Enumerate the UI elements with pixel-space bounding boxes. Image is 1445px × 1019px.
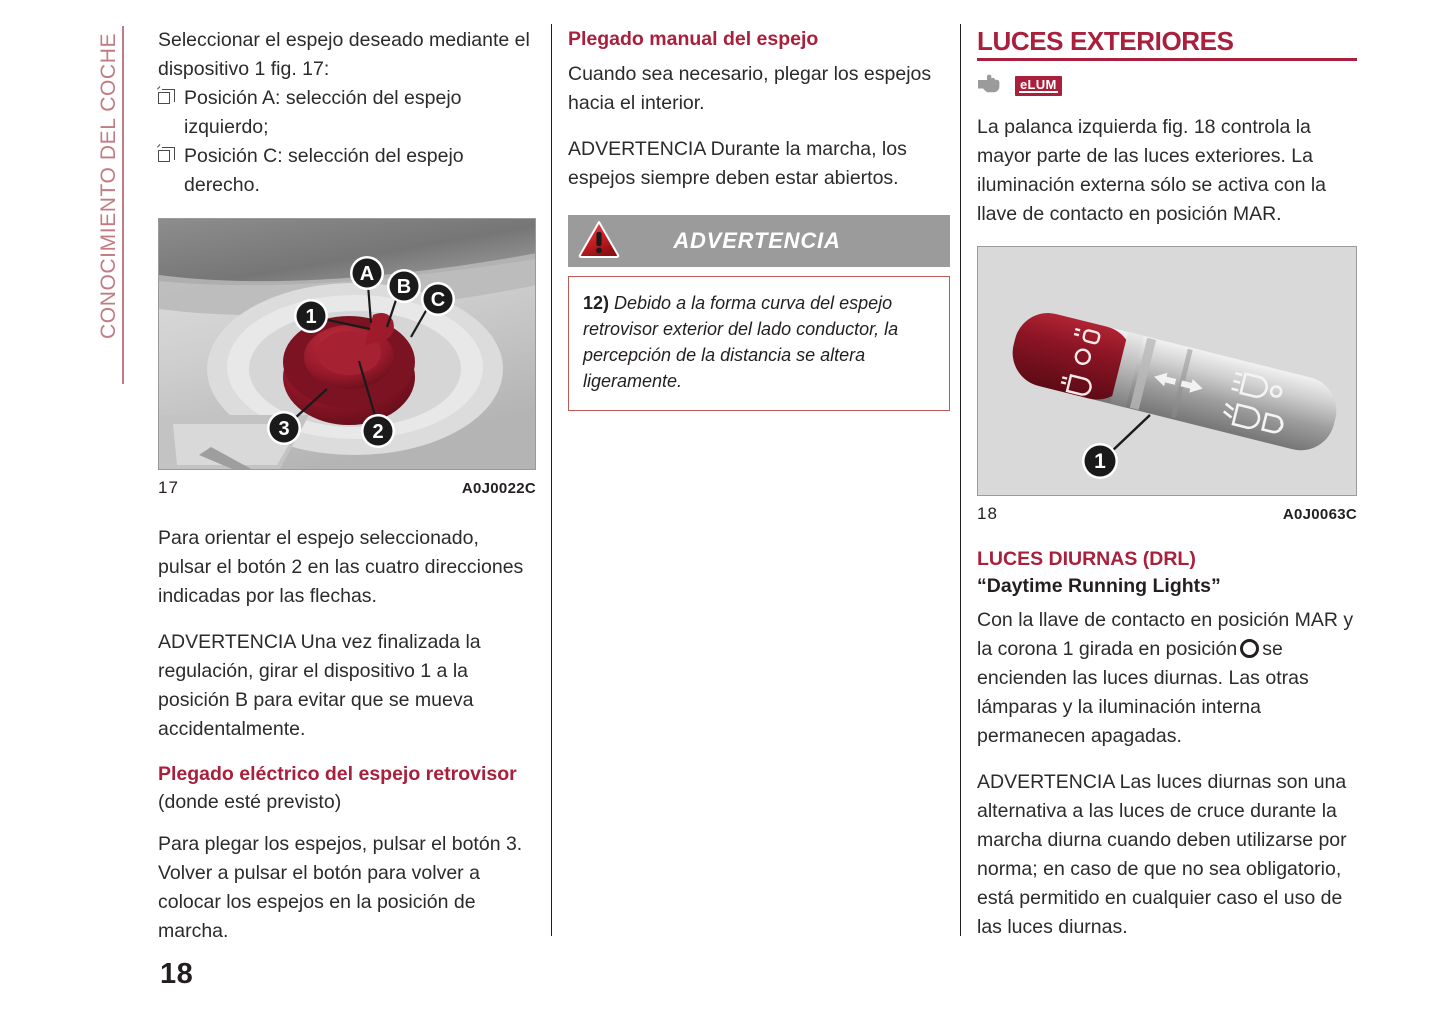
- pointing-hand-icon: [977, 72, 1007, 99]
- advertencia-marcha-text: ADVERTENCIA Durante la marcha, los espejos siempre deben estar abiertos.: [568, 138, 907, 189]
- list-item: [158, 84, 536, 142]
- warning-header: [568, 215, 950, 267]
- figure-18-caption: [977, 504, 1357, 524]
- mirror-position-list: [158, 84, 536, 200]
- warning-block: [568, 215, 950, 411]
- exterior-lights-text: La palanca izquierda fig. 18 controla la mayor parte de las luces exteriores. La iluminación externa sólo se activa con la llave de contacto en posición MAR.: [977, 115, 1327, 225]
- column-middle: [568, 26, 950, 411]
- advertencia-regulacion-text: ADVERTENCIA Una vez finalizada la regulación, girar el dispositivo 1 a la posición B para evitar que se mueva accidentalmente.: [158, 631, 481, 740]
- drl-heading-red: LUCES DIURNAS (DRL): [977, 547, 1196, 570]
- mirror-intro-text: Seleccionar el espejo deseado mediante el dispositivo 1 fig. 17:: [158, 29, 530, 80]
- drl-advertencia-text: ADVERTENCIA Las luces diurnas son una alternativa a las luces de cruce durante la marcha diurna cuando deben utilizarse por norma; en caso de que no sea obligatorio, está permitido en cualquier caso el uso de las luces diurnas.: [977, 770, 1347, 938]
- list-item: [158, 142, 536, 200]
- figure-17-caption: [158, 478, 536, 498]
- elum-reference-row: [977, 71, 1357, 101]
- drl-heading-black: “Daytime Running Lights”: [977, 574, 1221, 597]
- figure-17-code: A0J0022C: [461, 480, 536, 497]
- figure-18: [977, 246, 1357, 524]
- list-item-label: Posición C: selección del espejo derecho.: [184, 145, 464, 196]
- figure-18-image: [977, 246, 1357, 496]
- figure-18-code: A0J0063C: [1282, 505, 1357, 523]
- manual-folding-text: Cuando sea necesario, plegar los espejos hacia el interior.: [568, 63, 932, 114]
- svg-text:1: 1: [1094, 449, 1106, 473]
- svg-text:1: 1: [305, 306, 317, 328]
- electric-folding-heading: Plegado eléctrico del espejo retrovisor: [158, 763, 517, 785]
- figure-17: [158, 218, 536, 498]
- cube-bullet-icon: [158, 150, 170, 162]
- figure-17-image: [158, 218, 536, 470]
- svg-text:C: C: [430, 289, 446, 311]
- warning-triangle-icon: [578, 219, 620, 264]
- list-item-label: Posición A: selección del espejo izquierdo;: [184, 87, 462, 138]
- sidebar-divider-line: [122, 26, 124, 384]
- warning-item-number: 12): [583, 293, 610, 313]
- chapter-sidebar: [78, 26, 124, 386]
- warning-item: [583, 290, 935, 394]
- orient-mirror-text: Para orientar el espejo seleccionado, pulsar el botón 2 en las cuatro direcciones indicadas por las flechas.: [158, 527, 524, 607]
- drl-text-part-1: Con la llave de contacto en posición MAR y la corona 1 girada en posición: [977, 608, 1354, 660]
- svg-text:A: A: [359, 263, 375, 285]
- section-title-underline: [977, 58, 1357, 61]
- warning-item-text: Debido a la forma curva del espejo retrovisor exterior del lado conductor, la percepción de la distancia se altera ligeramente.: [583, 293, 899, 391]
- svg-text:3: 3: [278, 418, 290, 440]
- ring-symbol-icon: [1240, 639, 1259, 658]
- drl-text-part-2: se encienden las luces diurnas. Las otras lámparas y la iluminación interna permanecen apagadas.: [977, 637, 1309, 747]
- column-left: [158, 26, 536, 963]
- figure-17-number: 17: [158, 478, 179, 497]
- electric-folding-note: (donde esté previsto): [158, 791, 342, 813]
- svg-text:B: B: [396, 276, 412, 298]
- page-number: 18: [160, 958, 194, 990]
- column-right: [977, 26, 1357, 959]
- manual-folding-heading: Plegado manual del espejo: [568, 28, 819, 50]
- page-title: LUCES EXTERIORES: [977, 26, 1234, 56]
- svg-text:2: 2: [372, 421, 384, 443]
- warning-body: [568, 276, 950, 411]
- mirror-knob-illustration: [159, 219, 536, 470]
- cube-bullet-icon: [158, 92, 170, 104]
- elum-badge[interactable]: eLUM: [1015, 76, 1062, 96]
- electric-folding-text: Para plegar los espejos, pulsar el botón 3. Volver a pulsar el botón para volver a colocar los espejos en la posición de marcha.: [158, 833, 523, 942]
- drl-description-text: [977, 606, 1357, 751]
- light-stalk-illustration: [978, 247, 1356, 496]
- figure-18-number: 18: [977, 503, 998, 523]
- warning-header-title: ADVERTENCIA: [673, 228, 841, 253]
- column-divider-right: [960, 24, 961, 936]
- chapter-label: CONOCIMIENTO DEL COCHE: [97, 32, 120, 339]
- column-divider-left: [551, 24, 552, 936]
